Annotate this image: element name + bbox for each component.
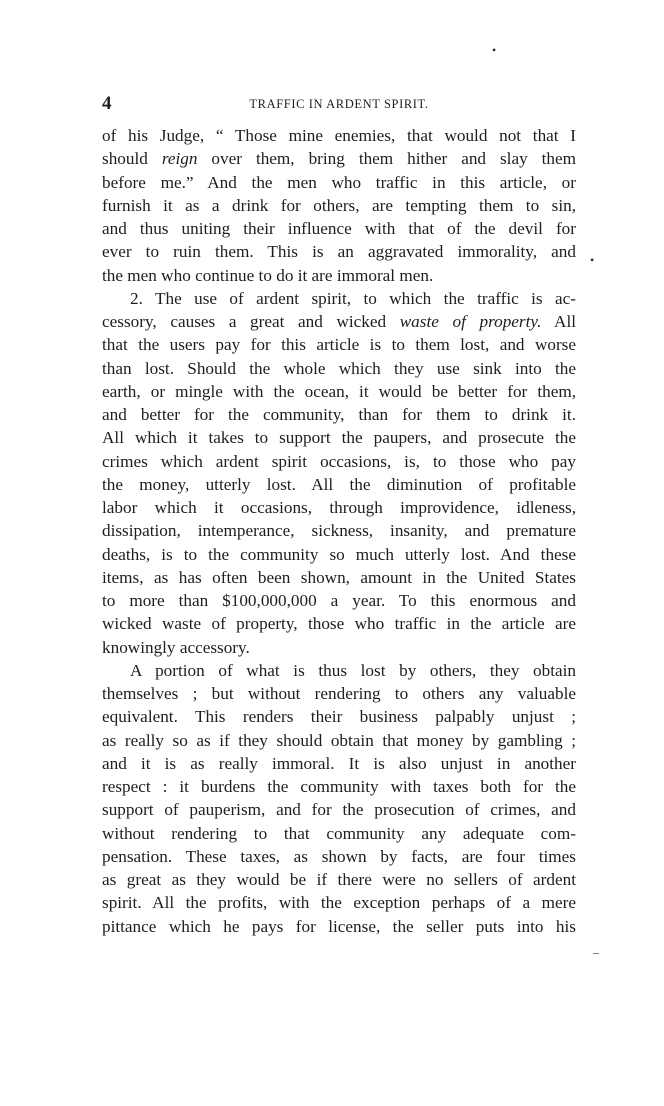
text-line: that the users pay for this article is to them lost, and worse	[102, 335, 576, 355]
text-line: ever to ruin them. This is an aggravated immorality, and	[102, 242, 576, 262]
text-line: crimes which ardent spirit occasions, is, to those who pay	[102, 451, 576, 471]
ink-speck: •	[492, 43, 497, 57]
text-line: without rendering to that community any adequate com-	[102, 823, 576, 843]
text-line: spirit. All the profits, with the exception perhaps of a mere	[102, 893, 576, 913]
text-line: A portion of what is thus lost by others, they obtain	[130, 660, 576, 680]
text-line: as great as they would be if there were no sellers of ardent	[102, 870, 576, 889]
text-line: to more than $100,000,000 a year. To this enormous and	[102, 591, 576, 610]
text-line: items, as has often been shown, amount in the United States	[102, 567, 576, 587]
text-line: themselves ; but without rendering to others any valuable	[102, 684, 576, 703]
ink-speck: •	[590, 253, 595, 267]
text-line: support of pauperism, and for the prosecution of crimes, and	[102, 800, 576, 820]
text-line: All which it takes to support the paupers, and prosecute the	[102, 428, 576, 448]
ink-speck: –	[593, 945, 599, 959]
text-line: wicked waste of property, those who traffic in the article are	[102, 614, 576, 634]
running-head: TRAFFIC IN ARDENT SPIRIT.	[249, 97, 429, 111]
text-line: the men who continue to do it are immoral men.	[102, 265, 434, 285]
text-line: and thus uniting their influence with that of the devil for	[102, 219, 576, 238]
text-line: 2. The use of ardent spirit, to which the traffic is ac-	[130, 288, 576, 308]
body-text	[102, 124, 576, 938]
text-line: and better for the community, than for them to drink it.	[102, 405, 576, 424]
text-line: before me.” And the men who traffic in this article, or	[102, 172, 576, 192]
emphasis: waste of property.	[399, 312, 542, 331]
page-number: 4	[102, 93, 112, 114]
text-line: as really so as if they should obtain that money by gambling ;	[102, 730, 576, 750]
text-line: earth, or mingle with the ocean, it would be better for them,	[102, 381, 576, 401]
page-header	[102, 94, 576, 114]
text-line: the money, utterly lost. All the diminution of profitable	[102, 474, 576, 494]
text-line: knowingly accessory.	[102, 637, 250, 657]
text-line: and it is as really immoral. It is also unjust in another	[102, 753, 576, 773]
emphasis: reign	[161, 149, 198, 169]
text-line: pittance which he pays for license, the seller puts into his	[102, 916, 576, 936]
text-line: dissipation, intemperance, sickness, insanity, and premature	[102, 521, 576, 541]
text-line: labor which it occasions, through improvidence, idleness,	[102, 498, 576, 517]
text-line: deaths, is to the community so much utterly lost. And these	[102, 544, 576, 564]
text-line: respect : it burdens the community with taxes both for the	[102, 777, 576, 796]
text-line: pensation. These taxes, as shown by facts, are four times	[102, 846, 576, 866]
text-line: than lost. Should the whole which they use sink into the	[102, 358, 576, 378]
text-line: of his Judge, “ Those mine enemies, that would not that I	[102, 126, 576, 145]
text-line: cessory, causes a great and wicked waste of property. All	[102, 312, 577, 331]
text-line: should reign over them, bring them hither and slay them	[102, 149, 577, 169]
text-line: equivalent. This renders their business palpably unjust ;	[102, 707, 576, 727]
text-line: furnish it as a drink for others, are tempting them to sin,	[102, 195, 576, 215]
